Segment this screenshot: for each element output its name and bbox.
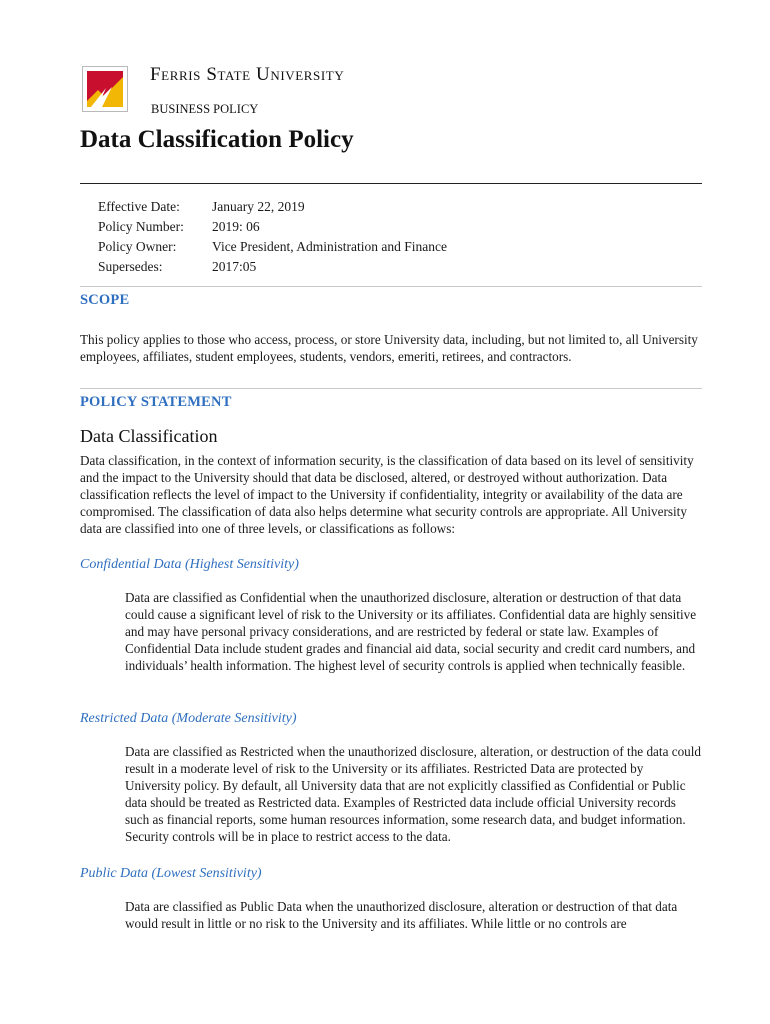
scope-text: This policy applies to those who access, process, or store University data, including, but not limited to, all University employees, affiliates, student employees, students, vendors, emeriti, retirees, and contractors.: [80, 332, 698, 364]
meta-value: January 22, 2019: [212, 199, 305, 214]
business-policy-label: BUSINESS POLICY: [151, 102, 259, 116]
classification-intro-text: Data classification, in the context of information security, is the classification of data based on its level of sensitivity and the impact to the University should that data be disclosed, altered, or destroyed without authorization. Data classification reflects the level of impact to the University if confidentiality, integrity or availability of the data are compromised. The classification of data also helps determine what security controls are appropriate. All University data are classified into one of three levels, or classifications as follows:: [80, 453, 694, 536]
meta-key: Supersedes:: [98, 259, 163, 274]
meta-value: 2017:05: [212, 259, 257, 274]
public-data-heading: Public Data (Lowest Sensitivity): [80, 866, 262, 881]
scope-heading: SCOPE: [80, 292, 130, 308]
meta-row-policy-owner: [98, 237, 447, 257]
meta-row-supersedes: [98, 257, 447, 277]
policy-metadata: [98, 197, 447, 277]
policy-statement-heading: POLICY STATEMENT: [80, 394, 232, 410]
restricted-data-heading: Restricted Data (Moderate Sensitivity): [80, 711, 297, 726]
meta-value: 2019: 06: [212, 219, 260, 234]
meta-key: Policy Owner:: [98, 239, 177, 254]
public-data-text: Data are classified as Public Data when the unauthorized disclosure, alteration or destruction of that data would result in little or no risk to the University and its affiliates. While little or no controls are: [125, 899, 678, 931]
meta-row-policy-number: [98, 217, 447, 237]
meta-key: Policy Number:: [98, 219, 184, 234]
meta-key: Effective Date:: [98, 199, 180, 214]
university-logo-icon: [82, 66, 128, 112]
meta-value: Vice President, Administration and Finance: [212, 239, 448, 254]
meta-row-effective-date: [98, 197, 447, 217]
section-divider: [80, 388, 702, 389]
section-divider: [80, 286, 702, 287]
confidential-data-text: Data are classified as Confidential when the unauthorized disclosure, alteration or destruction of that data could cause a significant level of risk to the University or its affiliates. Confidential data are highly sensitive and may have personal privacy considerations, and are restricted by federal or state law. Examples of Confidential Data include student grades and financial aid data, social security and credit card numbers, and individuals’ health information. The highest level of security controls is applied when technically feasible.: [125, 590, 697, 673]
university-name: Ferris State University: [150, 64, 345, 85]
restricted-data-text: Data are classified as Restricted when the unauthorized disclosure, alteration, or destruction of the data could result in a moderate level of risk to the University or its affiliates. Restricted Data are protected by University policy. By default, all University data that are not explicitly classified as Confidential or Public data should be treated as Restricted data. Examples of Restricted data include official University records such as financial reports, some human resources information, some research data, and budget information. Security controls will be in place to restrict access to the data.: [125, 744, 702, 844]
document-title: Data Classification Policy: [80, 126, 354, 153]
confidential-data-heading: Confidential Data (Highest Sensitivity): [80, 557, 299, 572]
data-classification-subheading: Data Classification: [80, 426, 218, 446]
title-divider: [80, 183, 702, 184]
